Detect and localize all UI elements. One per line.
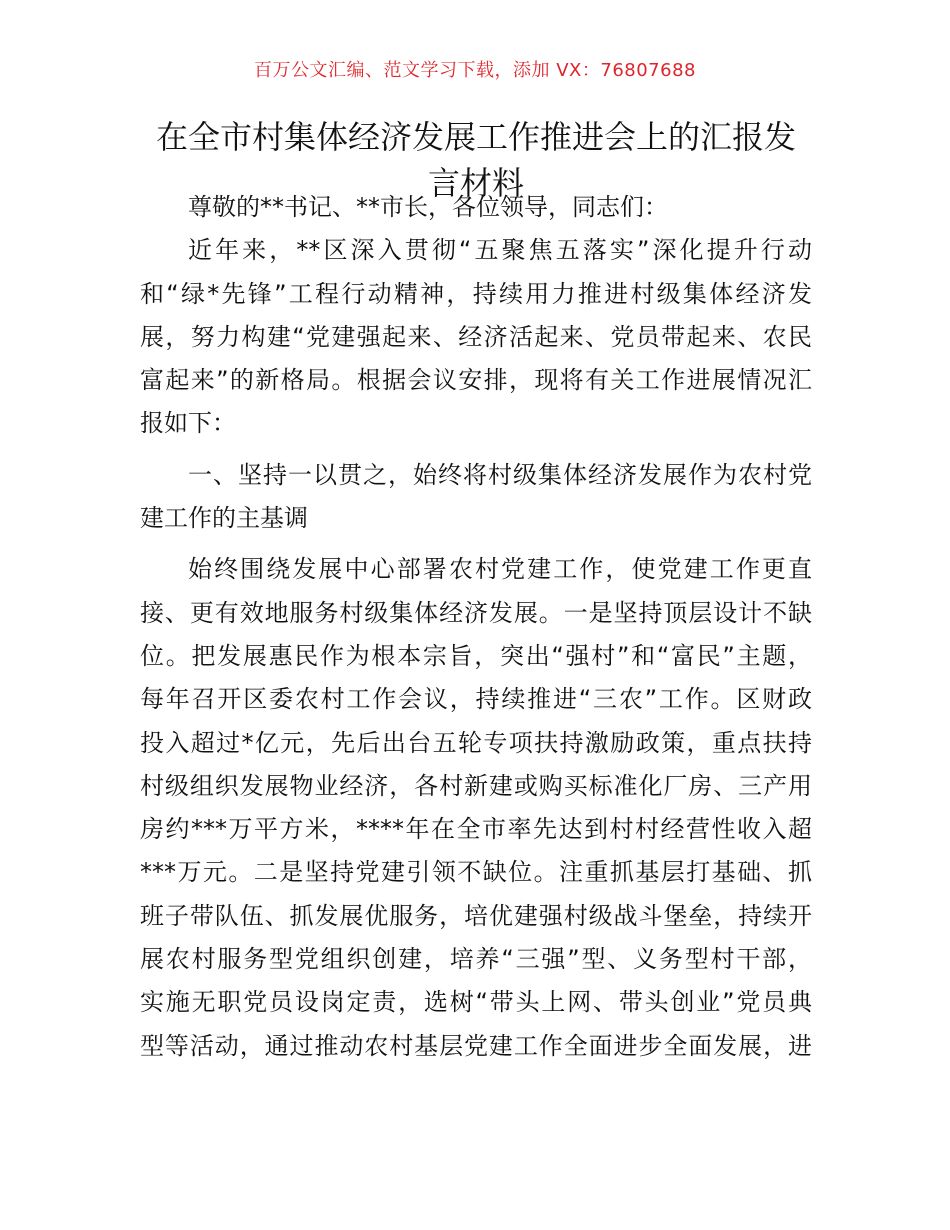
text-line: 型等活动，通过推动农村基层党建工作全面进步全面发展，进 [140,1031,812,1060]
text-line: 投入超过*亿元，先后出台五轮专项扶持激励政策，重点扶持 [140,728,812,757]
text-line: 始终围绕发展中心部署农村党建工作，使党建工作更直 [188,555,812,584]
paragraph [140,229,812,445]
paragraph [140,548,812,1068]
text-line: ***万元。二是坚持党建引领不缺位。注重抓基层打基础、抓 [140,858,812,887]
watermark-header: 百万公文汇编、范文学习下载，添加 VX：76807688 [254,60,696,81]
document-body [140,186,812,1076]
text-line: 和“绿*先锋”工程行动精神，持续用力推进村级集体经济发 [140,279,812,308]
section-heading [140,454,812,541]
text-line: 建工作的主基调 [140,504,308,533]
text-line: 一、坚持一以贯之，始终将村级集体经济发展作为农村党 [188,460,812,489]
title-line: 言材料 [427,164,524,202]
text-line: 村级组织发展物业经济，各村新建或购买标准化厂房、三产用 [140,771,812,800]
title-line: 在全市村集体经济发展工作推进会上的汇报发 [155,118,796,156]
text-line: 尊敬的**书记、**市长，各位领导，同志们： [188,193,668,221]
text-line: 位。把发展惠民作为根本宗旨，突出“强村”和“富民”主题， [140,641,812,670]
text-line: 富起来”的新格局。根据会议安排，现将有关工作进展情况汇 [140,366,812,395]
text-line: 展，努力构建“党建强起来、经济活起来、党员带起来、农民 [140,322,812,351]
text-line: 近年来，**区深入贯彻“五聚焦五落实”深化提升行动 [188,236,812,265]
text-line: 报如下： [140,409,236,438]
text-line: 房约***万平方米，****年在全市率先达到村村经营性收入超 [140,815,812,844]
salutation [140,186,812,229]
text-line: 班子带队伍、抓发展优服务，培优建强村级战斗堡垒，持续开 [140,901,812,930]
text-line: 每年召开区委农村工作会议，持续推进“三农”工作。区财政 [140,685,812,714]
text-line: 展农村服务型党组织创建，培养“三强”型、义务型村干部， [140,945,812,974]
text-line: 接、更有效地服务村级集体经济发展。一是坚持顶层设计不缺 [140,598,812,627]
text-line: 实施无职党员设岗定责，选树“带头上网、带头创业”党员典 [140,988,812,1017]
